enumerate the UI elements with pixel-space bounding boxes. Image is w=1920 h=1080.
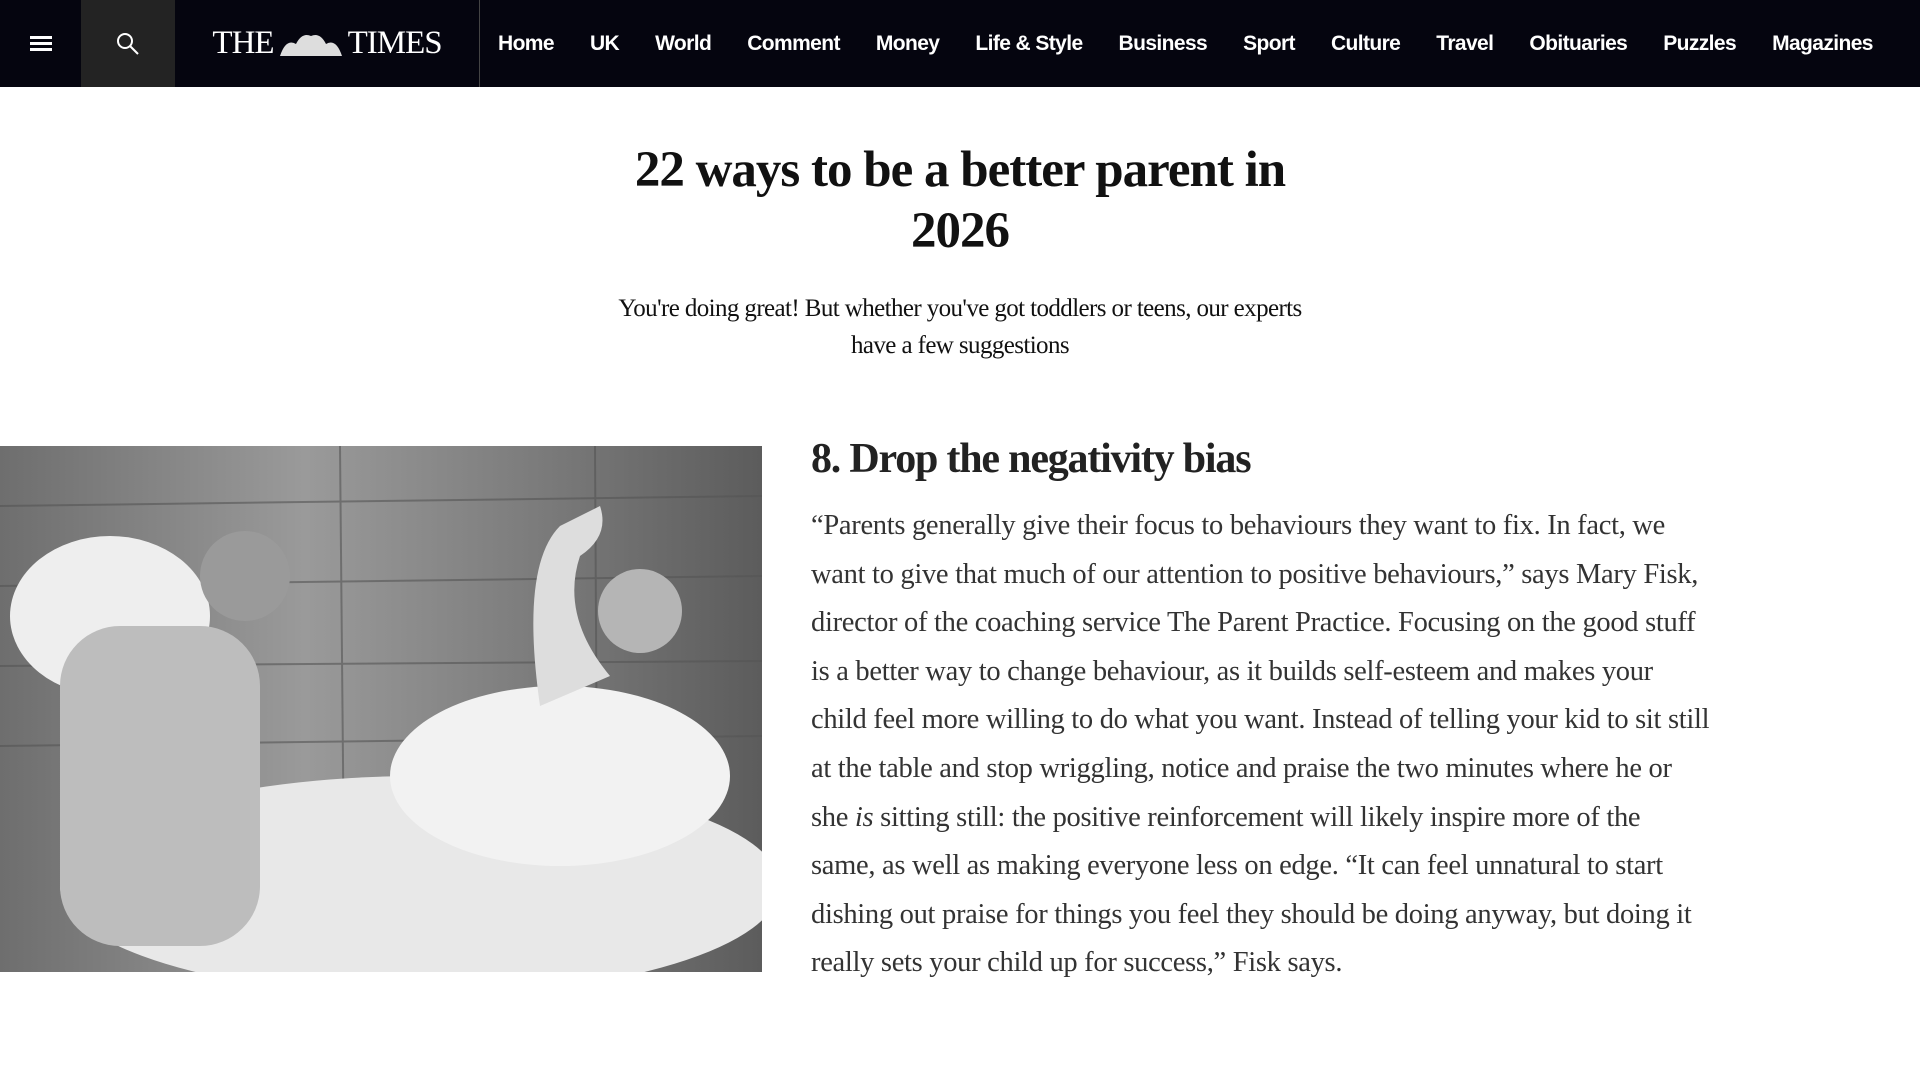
nav-item-culture[interactable]: Culture xyxy=(1330,31,1401,55)
nav-item-home[interactable]: Home xyxy=(498,31,554,55)
top-navigation xyxy=(0,0,1920,87)
nav-item-life-style[interactable]: Life & Style xyxy=(975,31,1083,55)
nav-item-travel[interactable]: Travel xyxy=(1436,31,1494,55)
section-heading: 8. Drop the negativity bias xyxy=(811,436,1251,482)
nav-item-sport[interactable]: Sport xyxy=(1243,31,1295,55)
nav-item-business[interactable]: Business xyxy=(1118,31,1208,55)
nav-item-money[interactable]: Money xyxy=(875,31,940,55)
article-subtitle: You're doing great! But whether you've got toddlers or teens, our experts have a few suggestions xyxy=(618,295,1302,359)
menu-button[interactable] xyxy=(0,0,81,87)
search-icon xyxy=(115,31,141,57)
nav-item-world[interactable]: World xyxy=(655,31,712,55)
article-title: 22 ways to be a better parent in 2026 xyxy=(634,142,1286,259)
hamburger-icon xyxy=(30,33,52,54)
nav-item-magazines[interactable]: Magazines xyxy=(1772,31,1873,55)
article-paragraph: “Parents generally give their focus to behaviours they want to fix. In fact, we want to give that much of our attention to positive behaviours,” says Mary Fisk, director of the coaching service The Parent Practice. Focusing on the good stuff is a better way to change behaviour, as it builds self-esteem and makes your child feel more willing to do what you want. Instead of telling your kid to sit still at the table and stop wriggling, notice and praise the two minutes where he or she is sitting still: the positive reinforcement will likely inspire more of the same, as well as making everyone less on edge. “It can feel unnatural to start dishing out praise for things you feel they should be doing anyway, but doing it really sets your child up for success,” Fisk says. xyxy=(811,510,1710,979)
nav-item-uk[interactable]: UK xyxy=(589,31,620,55)
nav-item-puzzles[interactable]: Puzzles xyxy=(1663,31,1737,55)
nav-item-comment[interactable]: Comment xyxy=(747,31,840,55)
article-photo xyxy=(0,446,762,972)
nav-item-obituaries[interactable]: Obituaries xyxy=(1529,31,1628,55)
search-button[interactable] xyxy=(81,0,175,87)
times-logo[interactable]: THE TIMES xyxy=(175,0,480,87)
crest-icon xyxy=(276,30,346,58)
